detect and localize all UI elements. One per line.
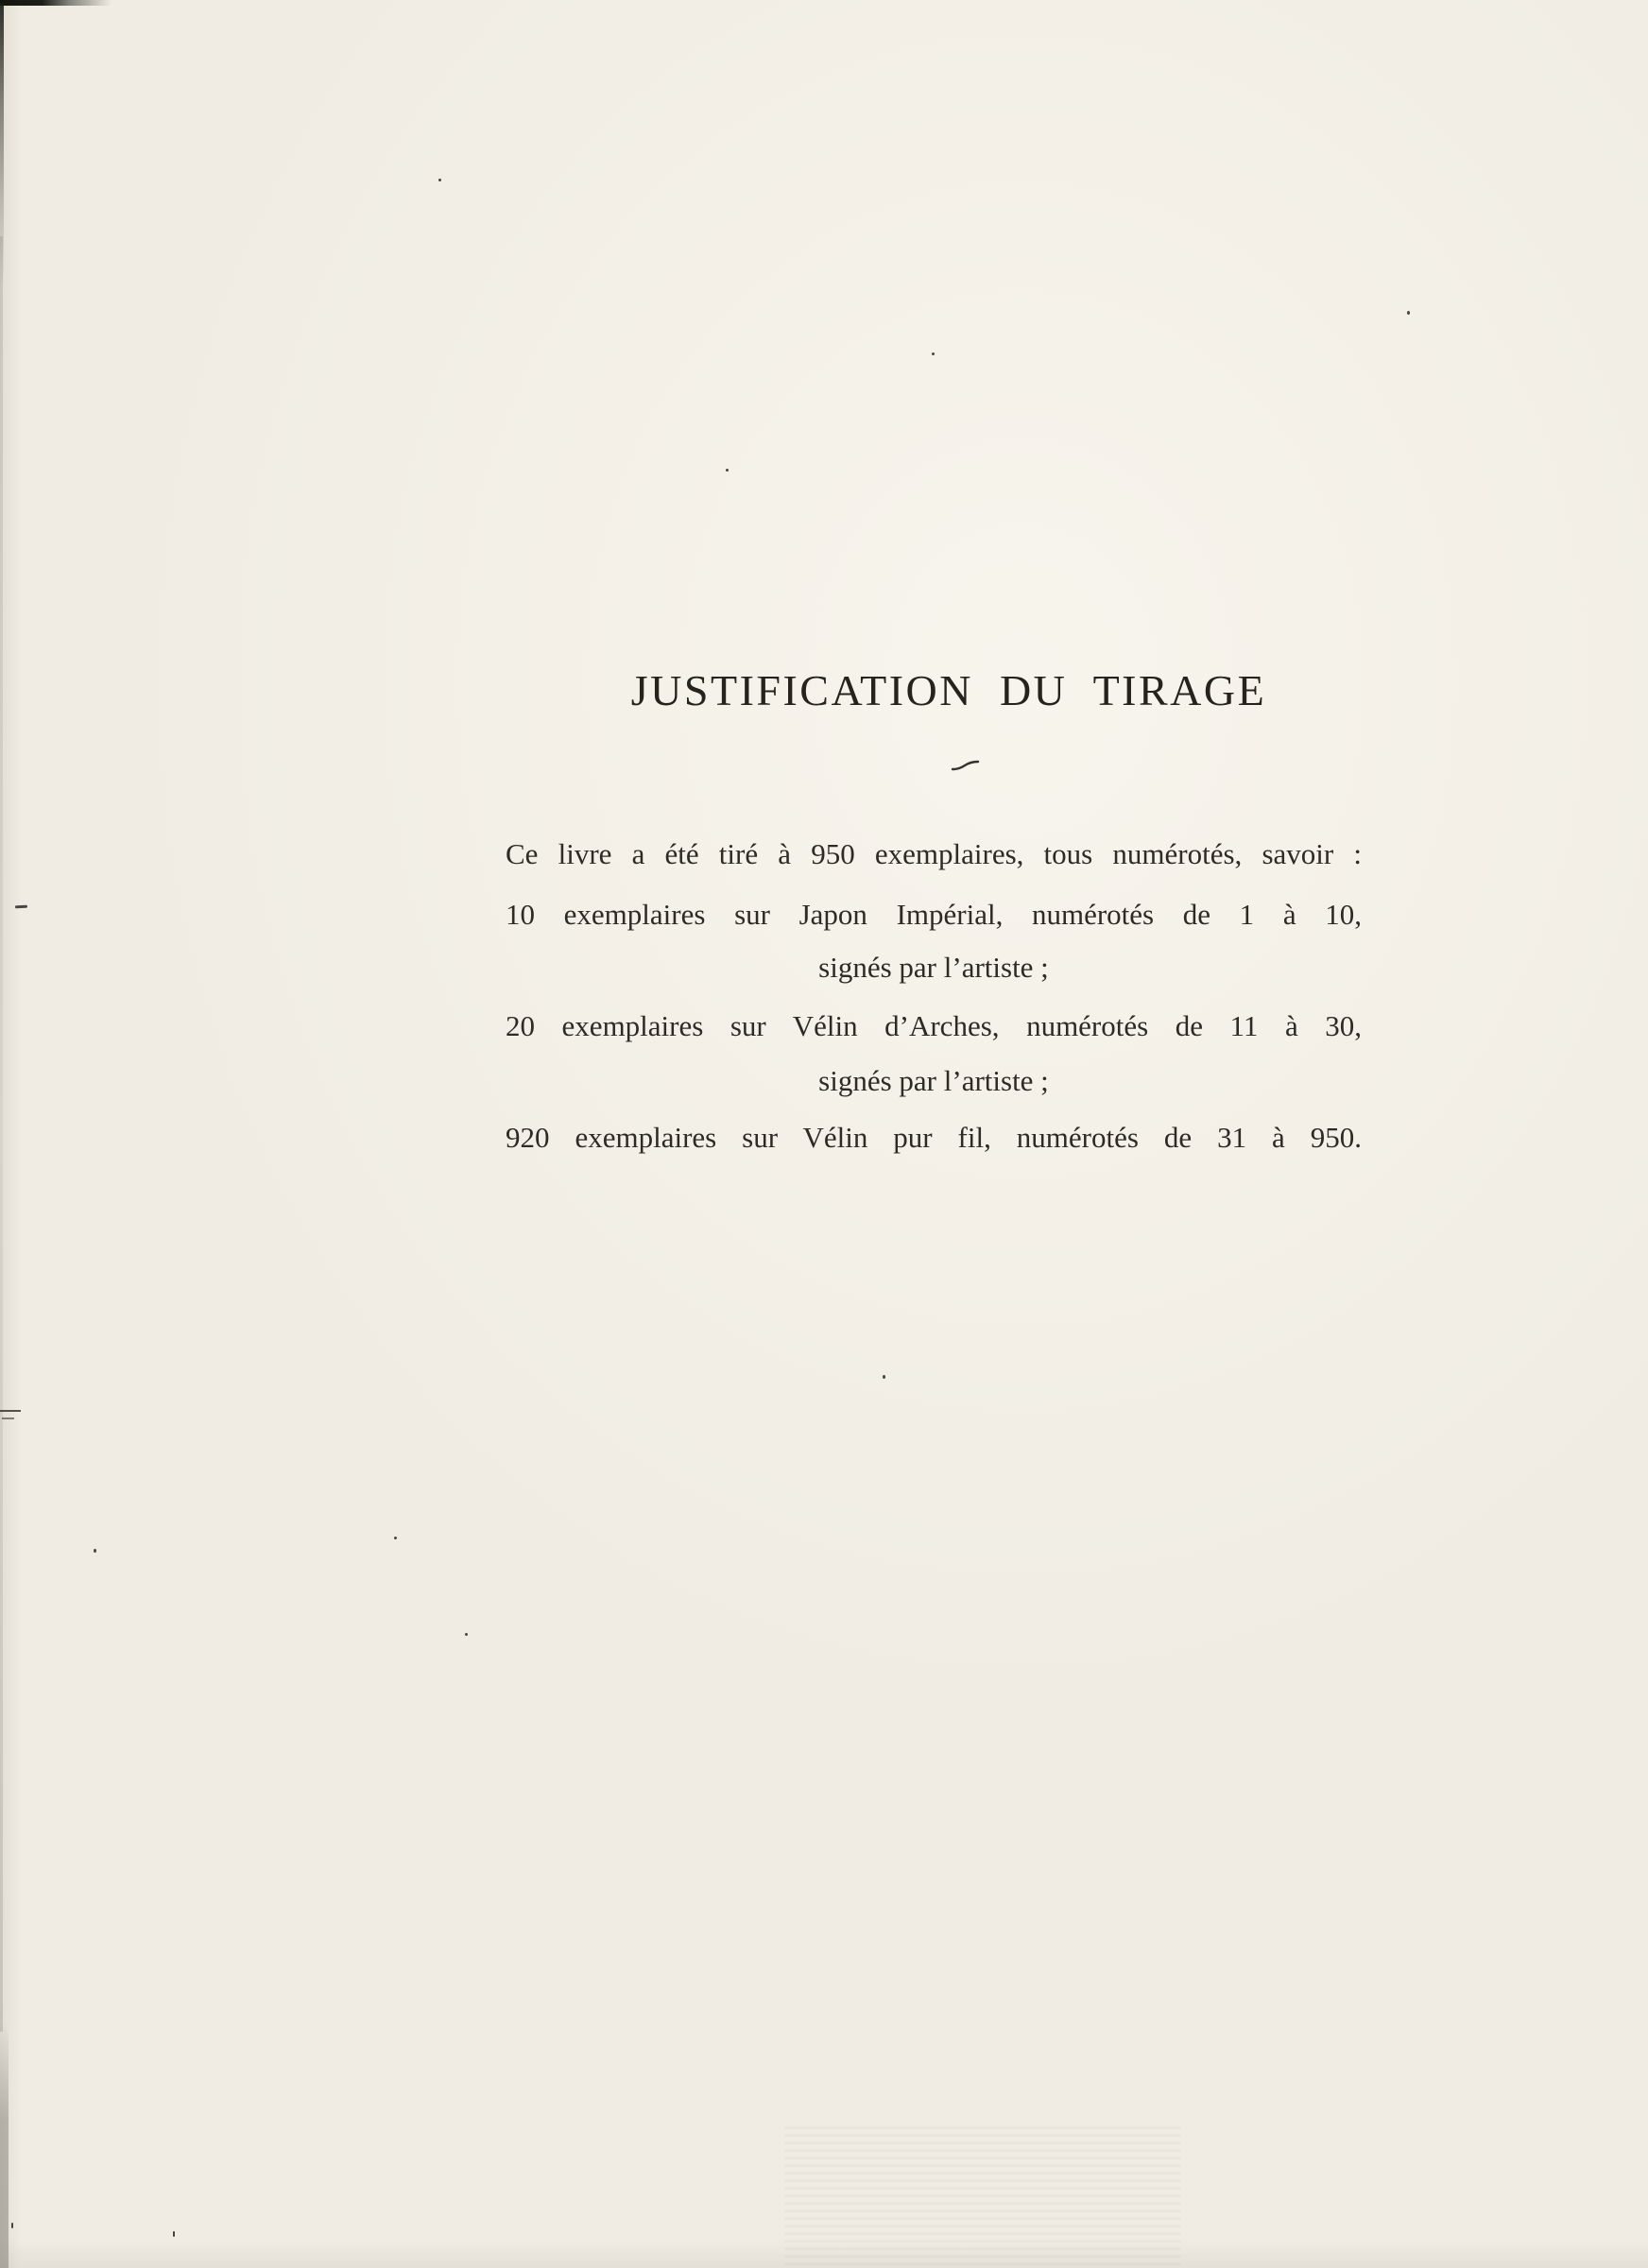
scan-dust-dash <box>2 1418 14 1419</box>
colophon-line: 920 exemplaires sur Vélin pur fil, numérotés de 31 à 950. <box>506 1121 1362 1154</box>
scan-dust-dash <box>0 1410 21 1412</box>
dust-speck <box>438 179 441 181</box>
dust-speck <box>465 1633 468 1636</box>
colophon-text-block <box>506 0 1362 2268</box>
dust-speck <box>94 1549 96 1553</box>
colophon-line: 10 exemplaires sur Japon Impérial, numérotés de 1 à 10, <box>506 898 1362 931</box>
scan-dust-dash <box>15 905 27 909</box>
dust-speck <box>173 2231 175 2237</box>
dust-speck <box>11 2223 13 2228</box>
dust-speck <box>1407 311 1410 315</box>
colophon-line: 20 exemplaires sur Vélin d’Arches, numérotés de 11 à 30, <box>506 1009 1362 1042</box>
dust-speck <box>394 1537 397 1539</box>
colophon-line: signés par l’artiste ; <box>818 951 1049 984</box>
page-title: JUSTIFICATION DU TIRAGE <box>630 666 1267 714</box>
scan-smudge-bottom-left <box>0 2022 9 2268</box>
colophon-line: signés par l’artiste ; <box>818 1064 1049 1097</box>
scan-edge-shadow-left <box>0 236 3 2032</box>
scan-edge-mark-top-left <box>0 0 112 6</box>
colophon-line: Ce livre a été tiré à 950 exemplaires, tous numérotés, savoir : <box>506 837 1362 870</box>
